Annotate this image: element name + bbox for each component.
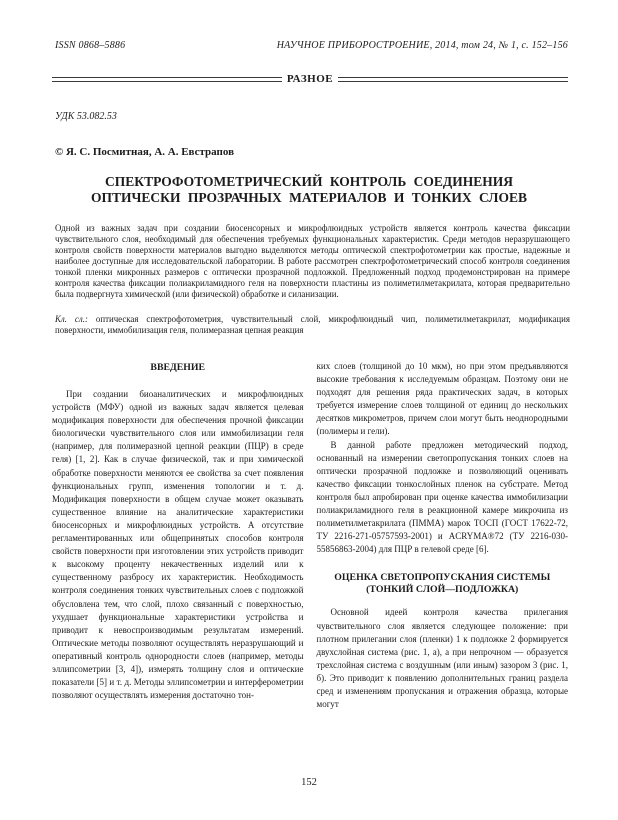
- banner-rule-right: [338, 77, 568, 82]
- idea-paragraph: Основной идеей контроля качества прилегания чувствительного слоя является следующее положение: при плотном прилегании слоя (пленки) 1 к подложке 2 формируется двухслойная система (рис. 1, а), а при непрочном — образуется трехслойная система с воздушным (или иным) зазором 3 (рис. 1, б). Это приводит к появлению дополнительных границ раздела сред и изменениям пропускания и отражения образца, которые могут: [316, 607, 568, 710]
- keywords-block: [55, 314, 570, 336]
- section-label: РАЗНОЕ: [286, 73, 334, 85]
- issn-label: ISSN 0868–5886: [55, 40, 126, 51]
- left-column: [52, 360, 304, 762]
- intro-paragraph: При создании биоаналитических и микрофлюидных устройств (МФУ) одной из важных задач является целевая модификация поверхности для обеспечения прочной фиксации биологически чувствительного слоя или иммобилизации геля (например, для полимеразной цепной реакции (ПЦР) в среде геля) [1, 2]. Как в случае физической, так и при химической обработке поверхности меняются ее свойства за счет появления функциональных групп, изменения топологии и т. д. Модификация поверхности в общем случае может оказывать существенное влияние на аналитические характеристики биосенсорных и микрофлюидных устройств. А отсутствие регламентированных или общепринятых способов контроля свойств поверхности при изготовлении этих устройств приводит к высокому проценту некачественных изделий или к существенному разбросу их характеристик. Необходимость контроля соединения тонких чувствительных слоев с подложкой обусловлена тем, что слой, плохо связанный с поверхностью, ухудшает функциональные характеристики устройства и приводит к невоспроизводимым результатам измерений. Оптические методы позволяют осуществлять неразрушающий и оперативный контроль однородности слоев (например, методы эллипсометрии [3, 4]), измерять толщину слоя и оптические показатели [5] и т. д. Методы эллипсометрии и интерферометрии позволяют осуществлять измерения достаточно тон-: [52, 389, 304, 701]
- article-title-line2: ОПТИЧЕСКИ ПРОЗРАЧНЫХ МАТЕРИАЛОВ И ТОНКИХ СЛОЕВ: [91, 190, 527, 205]
- section-heading-line2: (ТОНКИЙ СЛОЙ—ПОДЛОЖКА): [366, 584, 519, 596]
- section-heading-line1: ОЦЕНКА СВЕТОПРОПУСКАНИЯ СИСТЕМЫ: [334, 572, 551, 584]
- section-heading-transmission: [317, 572, 569, 596]
- running-head: [0, 40, 618, 51]
- article-title-line1: СПЕКТРОФОТОМЕТРИЧЕСКИЙ КОНТРОЛЬ СОЕДИНЕНИЯ: [105, 174, 513, 189]
- continuation-paragraph: ких слоев (толщиной до 10 мкм), но при этом предъявляются высокие требования к исследуемым образцам. Поэтому они не подходят для решения ряда практических задач, в которых требуется измерение слоев толщиной от единиц до нескольких десятков микрометров, причем слои могут быть неоднородными (полимеры и гели).: [316, 361, 568, 437]
- udc-code: УДК 53.082.53: [55, 111, 117, 122]
- abstract-text: Одной из важных задач при создании биосенсорных и микрофлюидных устройств является контроль качества фиксации чувствительного слоя, необходимый для обеспечения требуемых функциональных характеристик. Среди методов неразрушающего контроля свойств поверхности материалов выгодно выделяются методы оптической спектрофотометрии как простые, надежные и наиболее доступные для исследовательской лаборатории. В работе рассмотрен спектрофотометрический способ контроля соединения тонкой пленки микронных размеров с оптически прозрачной подложкой. Предложенный подход продемонстрирован на примере контроля качества фиксации полиакриламидного геля на поверхности пластины из полиметилметакрилата, которая предварительно была подвергнута химической (или физической) обработке и силанизации.: [55, 223, 570, 299]
- banner-rule-left: [52, 77, 282, 82]
- keywords-text: оптическая спектрофотометрия, чувствительный слой, микрофлюидный чип, полиметилметакрилат, модификация поверхности, иммобилизация геля, полимеразная цепная реакция: [55, 314, 570, 335]
- body-columns: [52, 360, 568, 762]
- keywords-label: Кл. сл.:: [55, 314, 88, 324]
- right-column: [317, 360, 569, 762]
- introduction-heading: ВВЕДЕНИЕ: [150, 362, 206, 373]
- article-title: [40, 174, 578, 206]
- method-paragraph: В данной работе предложен методический подход, основанный на измерении светопропускания тонких слоев на оптически прозрачной подложке и позволяющий оценивать качество фиксации тонкослойных пленок на субстрате. Метод контроля был апробирован при оценке качества иммобилизации полиакриламидного геля в реакционной камере микрочипа из полиметилметакрилата (ПММА) марок ТОСП (ГОСТ 17622-72, ТУ 2216-271-05757593-2001) и ACRYMA®72 (ТУ 2216-030-55856863-2004) для ПЦР в гелевой среде [6].: [316, 439, 568, 555]
- section-banner: [52, 73, 568, 85]
- authors-line: © Я. С. Посмитная, А. А. Евстрапов: [55, 146, 235, 158]
- page-number: 152: [301, 777, 317, 788]
- journal-citation: НАУЧНОЕ ПРИБОРОСТРОЕНИЕ, 2014, том 24, № 1, с. 152–156: [276, 40, 568, 51]
